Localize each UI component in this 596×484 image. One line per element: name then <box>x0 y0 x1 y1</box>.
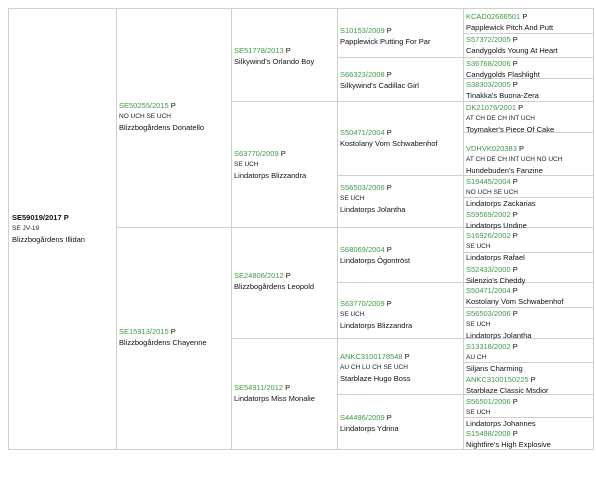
border-left <box>8 8 9 450</box>
row-divider <box>231 338 594 339</box>
registration-suffix: P <box>512 265 518 274</box>
titles: SE UCH <box>466 321 491 328</box>
great-grandparent <box>340 182 405 215</box>
registration-link[interactable]: S36768/2006 <box>466 59 511 68</box>
great-grandparent <box>340 298 412 331</box>
dog-name: Blizzbogårdens Illidan <box>12 235 85 244</box>
titles: SE UCH <box>340 311 365 318</box>
registration-suffix: P <box>285 383 291 392</box>
registration-link[interactable]: S44496/2009 <box>340 413 385 422</box>
gen4-ancestor <box>466 396 536 429</box>
registration-suffix: P <box>386 245 392 254</box>
dog-name: Lindatorps Johannes <box>466 419 536 428</box>
registration-suffix: P <box>386 128 392 137</box>
dog-name: Papplewick Pitch And Putt <box>466 23 554 32</box>
registration-link[interactable]: S13318/2002 <box>466 342 511 351</box>
registration-link[interactable]: S66323/2008 <box>340 70 385 79</box>
great-grandparent <box>340 244 410 266</box>
column-divider <box>231 8 232 450</box>
gen4-ancestor <box>466 58 540 80</box>
registration-suffix: P <box>522 12 528 21</box>
registration-suffix: P <box>530 375 536 384</box>
dog-name: Toymaker's Piece Of Cake <box>466 125 555 134</box>
registration-suffix: P <box>386 413 392 422</box>
dog-name: Candygolds Young At Heart <box>466 46 558 55</box>
grandparent <box>234 148 306 181</box>
registration-suffix: P <box>512 231 518 240</box>
dog-name: Silkywind's Orlando Boy <box>234 57 315 66</box>
gen4-ancestor <box>466 209 527 231</box>
registration-link[interactable]: DK21076/2001 <box>466 103 517 112</box>
registration-suffix: P <box>386 26 392 35</box>
dog-name: Lindatorps Zackarias <box>466 199 536 208</box>
pedigree-table <box>8 8 594 450</box>
dog-name: Nightfire's High Explosive <box>466 440 551 449</box>
great-grandparent <box>340 25 430 47</box>
registration-suffix: P <box>512 286 518 295</box>
dog-name: Tinakka's Buona-Zera <box>466 91 539 100</box>
registration-link[interactable]: S50471/2004 <box>466 286 511 295</box>
dog-name: Candygolds Flashlight <box>466 70 540 79</box>
dog-name: Lindatorps Jolantha <box>340 205 406 214</box>
registration-link[interactable]: S50471/2004 <box>340 128 385 137</box>
great-grandparent <box>340 412 399 434</box>
registration-link[interactable]: S19445/2004 <box>466 177 511 186</box>
registration-link[interactable]: ANKC3100150225 <box>466 375 529 384</box>
gen4-ancestor <box>466 11 553 33</box>
registration-suffix: P <box>170 327 176 336</box>
gen4-ancestor <box>466 143 562 176</box>
dog-name: Lindatorps Ögontröst <box>340 256 411 265</box>
grandparent <box>234 382 315 404</box>
titles: SE UCH <box>466 409 491 416</box>
gen4-ancestor <box>466 264 525 286</box>
subject-dog <box>12 212 85 245</box>
gen4-ancestor <box>466 176 536 209</box>
titles: SE JV-19 <box>12 225 40 232</box>
registration-suffix: P <box>386 299 392 308</box>
great-grandparent <box>340 351 410 384</box>
titles: SE UCH <box>234 161 259 168</box>
registration-link[interactable]: SE54911/2012 <box>234 383 284 392</box>
gen4-ancestor <box>466 285 564 307</box>
gen4-ancestor <box>466 341 523 374</box>
registration-link[interactable]: S63770/2009 <box>340 299 385 308</box>
dog-name: Lindatorps Blizzandra <box>340 321 413 330</box>
titles: SE UCH <box>466 243 491 250</box>
dog-name: Silkywind's Cadillac Girl <box>340 81 419 90</box>
registration-link[interactable]: S63770/2009 <box>234 149 279 158</box>
gen4-ancestor <box>466 428 551 450</box>
registration-suffix: P <box>512 342 518 351</box>
registration-suffix: P <box>386 70 392 79</box>
titles: AU CH LU CH SE UCH <box>340 364 408 371</box>
dog-name: Lindatorps Ydrina <box>340 424 399 433</box>
registration-link[interactable]: S15498/2008 <box>466 429 511 438</box>
registration-link[interactable]: S56503/2006 <box>466 309 511 318</box>
registration-suffix: P <box>512 429 518 438</box>
dog-name: Blizzbogårdens Chayenne <box>119 338 207 347</box>
registration-link[interactable]: S57372/2005 <box>466 35 511 44</box>
great-grandparent <box>340 69 419 91</box>
dog-name: Lindatorps Miss Monalie <box>234 394 315 403</box>
registration-suffix: P <box>512 177 518 186</box>
registration-link[interactable]: S56503/2006 <box>340 183 385 192</box>
registration-link[interactable]: ANKC3100178548 <box>340 352 403 361</box>
registration-link[interactable]: S68069/2004 <box>340 245 385 254</box>
registration-suffix: P <box>512 80 518 89</box>
grandparent <box>234 45 314 67</box>
registration-suffix: P <box>512 59 518 68</box>
dog-name: Lindatorps Blizzandra <box>234 171 307 180</box>
titles: SE UCH <box>340 195 365 202</box>
dog-name: Blizzbogårdens Donatello <box>119 123 205 132</box>
dog-name: Hundebuden's Fanzine <box>466 166 543 175</box>
registration-link[interactable]: SE50255/2015 <box>119 101 169 110</box>
gen4-ancestor <box>466 34 558 56</box>
border-right <box>593 8 594 450</box>
dog-name: Kostolany Vom Schwabenhof <box>340 139 438 148</box>
column-divider <box>337 8 338 450</box>
gen4-ancestor <box>466 308 531 341</box>
registration-suffix: P <box>280 149 286 158</box>
dog-name: Lindatorps Undine <box>466 221 527 230</box>
grandparent <box>234 270 314 292</box>
dog-name: Silenzio's Cheddy <box>466 276 526 285</box>
titles: NO UCH SE UCH <box>466 189 519 196</box>
registration-suffix: P <box>512 309 518 318</box>
dog-name: Lindatorps Jolantha <box>466 331 532 340</box>
registration-number: SE59019/2017 <box>12 213 62 222</box>
column-divider <box>463 8 464 450</box>
registration-link[interactable]: S52433/2000 <box>466 265 511 274</box>
dog-name: Lindatorps Rafael <box>466 253 525 262</box>
registration-suffix: P <box>170 101 176 110</box>
registration-link[interactable]: VDHVK020383 <box>466 144 517 153</box>
dog-name: Blizzbogårdens Leopold <box>234 282 315 291</box>
titles: AT CH DE CH INT UCH <box>466 115 535 122</box>
dog-name: Papplewick Putting For Par <box>340 37 431 46</box>
registration-suffix: P <box>518 103 524 112</box>
registration-suffix: P <box>285 46 291 55</box>
dog-name: Starblaze Classic Msdior <box>466 386 549 395</box>
dog-name: Starblaze Hugo Boss <box>340 374 411 383</box>
gen4-ancestor <box>466 230 525 263</box>
registration-suffix: P <box>404 352 410 361</box>
registration-suffix: P <box>285 271 291 280</box>
registration-suffix: P <box>512 397 518 406</box>
titles: NO UCH SE UCH <box>119 113 172 120</box>
registration-link[interactable]: SE24806/2012 <box>234 271 284 280</box>
gen4-ancestor <box>466 79 539 101</box>
registration-suffix: P <box>512 210 518 219</box>
gen4-ancestor <box>466 102 554 135</box>
registration-link[interactable]: S38303/2005 <box>466 80 511 89</box>
dog-name: Siljans Charming <box>466 364 523 373</box>
titles: AU CH <box>466 354 487 361</box>
parent-dam <box>119 326 207 348</box>
registration-link[interactable]: SE15913/2015 <box>119 327 169 336</box>
registration-suffix: P <box>518 144 524 153</box>
registration-suffix: P <box>512 35 518 44</box>
registration-suffix: P <box>63 213 69 222</box>
registration-link[interactable]: S16926/2002 <box>466 231 511 240</box>
registration-link[interactable]: S59569/2002 <box>466 210 511 219</box>
parent-sire <box>119 100 204 133</box>
border-top <box>8 8 594 9</box>
registration-link[interactable]: S10153/2009 <box>340 26 385 35</box>
gen4-ancestor <box>466 374 549 396</box>
registration-link[interactable]: KCAD02666501 <box>466 12 521 21</box>
column-divider <box>116 8 117 450</box>
great-grandparent <box>340 127 438 149</box>
dog-name: Kostolany Vom Schwabenhof <box>466 297 564 306</box>
registration-link[interactable]: S56501/2006 <box>466 397 511 406</box>
registration-link[interactable]: SE51778/2013 <box>234 46 284 55</box>
registration-suffix: P <box>386 183 392 192</box>
titles: AT CH DE CH INT UCH NO UCH <box>466 156 563 163</box>
